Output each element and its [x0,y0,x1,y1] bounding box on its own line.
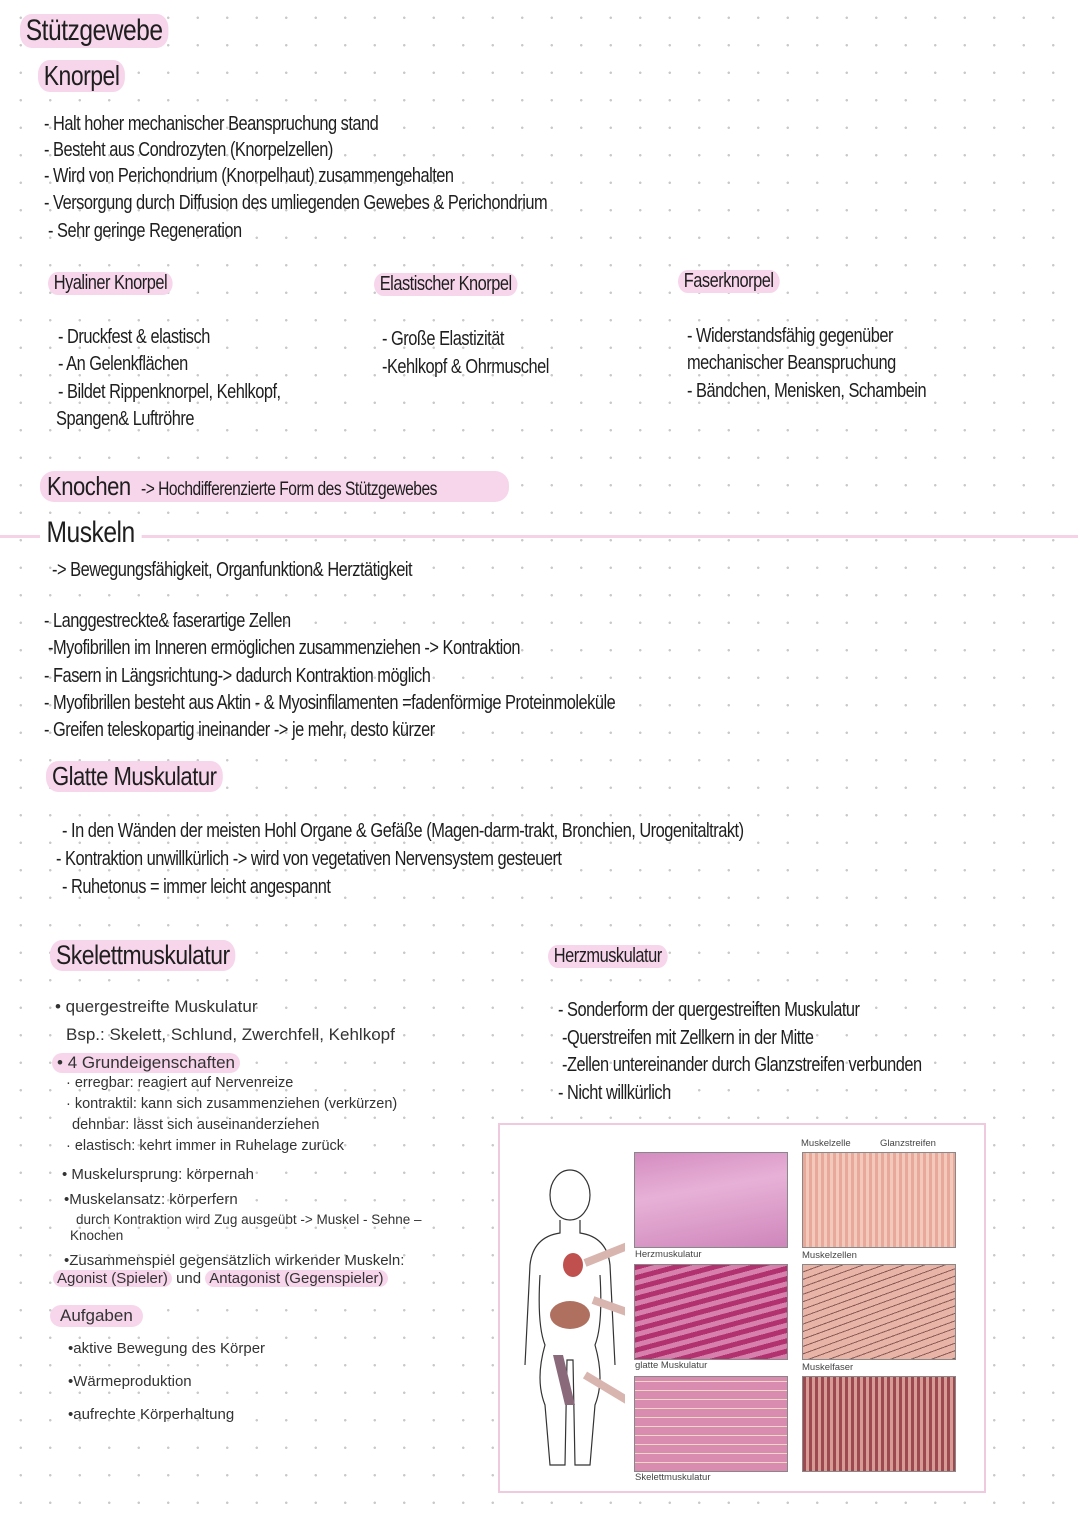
caption-muskelfaser: Muskelfaser [802,1362,854,1373]
hyalin-item: - An Gelenkflächen [58,353,188,375]
skelett-grundeigenschaften: • 4 Grundeigenschaften [52,1053,240,1073]
heading-aufgaben: Aufgaben [50,1305,143,1327]
knochen-text: -> Hochdifferenzierte Form des Stützgewebes [141,479,438,500]
herz-histology-image [634,1152,788,1248]
muskeln-intro: -> Bewegungsfähigkeit, Organfunktion& Herztätigkeit [52,559,413,581]
skelett-zusammenspiel: •Zusammenspiel gegensätzlich wirkender Muskeln: [64,1252,405,1269]
herz-cell-drawing [802,1152,956,1248]
glatt-histology-image [634,1264,788,1360]
title-stuetzgewebe: Stützgewebe [20,14,168,48]
heading-faserknorpel: Faserknorpel [678,270,779,293]
caption-glanzstreifen: Glanzstreifen [880,1138,936,1149]
skelett-line: • quergestreifte Muskulatur [55,997,258,1016]
aufgabe-item: •aktive Bewegung des Körper [68,1340,266,1357]
caption-glatt: glatte Muskulatur [635,1360,708,1371]
heading-knochen: Knochen [47,471,131,501]
muscle-figure [498,1123,986,1493]
muskeln-item: -Myofibrillen im Inneren ermöglichen zusammenziehen -> Kontraktion [48,637,521,659]
caption-muskelzellen: Muskelzellen [802,1250,857,1261]
heading-muskeln: Muskeln [40,516,141,550]
hyalin-item: - Druckfest & elastisch [58,326,210,348]
heart-icon [563,1253,583,1277]
faser-item: - Bändchen, Menisken, Schambein [687,380,927,402]
skelett-prop: dehnbar: lässt sich auseinanderziehen [72,1117,320,1133]
faser-item: mechanischer Beanspruchung [687,352,896,374]
herz-item: - Nicht willkürlich [558,1082,671,1104]
hyalin-item: - Bildet Rippenknorpel, Kehlkopf, [58,381,281,403]
glatte-item: - Kontraktion unwillkürlich -> wird von vegetativen Nervensystem gesteuert [56,848,562,870]
muskeln-item: - Langgestreckte& faserartige Zellen [44,610,291,632]
knorpel-item: - Versorgung durch Diffusion des umliegenden Gewebes & Perichondrium [44,192,548,214]
glatte-item: - In den Wänden der meisten Hohl Organe & Gefäße (Magen-darm-trakt, Bronchien, Urogenitaltrakt) [62,820,744,842]
faser-item: - Widerstandsfähig gegenüber [687,325,893,347]
skelett-histology-image [634,1376,788,1472]
glatte-item: - Ruhetonus = immer leicht angespannt [62,876,331,898]
aufgabe-item: •aufrechte Körperhaltung [68,1406,235,1423]
knorpel-item: - Halt hoher mechanischer Beanspruchung stand [44,113,379,135]
und: und [176,1270,202,1287]
skelett-prop: · kontraktil: kann sich zusammenziehen (verkürzen) [66,1096,398,1112]
hyalin-item: Spangen& Luftröhre [56,408,194,430]
heading-hyaliner-knorpel: Hyaliner Knorpel [48,272,173,295]
skelett-prop: · elastisch: kehrt immer in Ruhelage zurück [66,1138,345,1154]
muskeln-item: - Fasern in Längsrichtung-> dadurch Kontraktion möglich [44,665,431,687]
skelett-fiber-drawing [802,1376,956,1472]
grundeigenschaften-label: 4 Grundeigenschaften [67,1053,235,1072]
caption-herz: Herzmuskulatur [635,1249,702,1260]
body-outline-illustration [515,1165,625,1475]
knorpel-item: - Besteht aus Condrozyten (Knorpelzellen) [44,139,333,161]
glatt-cell-drawing [802,1264,956,1360]
agonist: Agonist (Spieler) [53,1270,172,1287]
knorpel-item: - Wird von Perichondrium (Knorpelhaut) zusammengehalten [44,165,454,187]
knochen-line [40,471,509,502]
skelett-line: Bsp.: Skelett, Schlund, Zwerchfell, Kehlkopf [66,1025,395,1044]
skelett-ansatz-detail: Knochen [70,1228,124,1243]
caption-skelett: Skelettmuskulatur [635,1472,711,1483]
elastisch-item: - Große Elastizität [382,328,504,350]
aufgabe-item: •Wärmeproduktion [68,1373,192,1390]
heading-knorpel: Knorpel [38,60,125,92]
herz-item: -Querstreifen mit Zellkern in der Mitte [562,1027,814,1049]
knorpel-item: - Sehr geringe Regeneration [48,220,242,242]
skelett-ursprung: • Muskelursprung: körpernah [62,1166,255,1183]
skelett-prop: · erregbar: reagiert auf Nervenreize [66,1075,294,1091]
herz-item: - Sonderform der quergestreiften Muskulatur [558,999,860,1021]
heading-glatte-muskulatur: Glatte Muskulatur [46,761,222,792]
muskeln-item: - Myofibrillen besteht aus Aktin - & Myosinfilamenten =fadenförmige Proteinmoleküle [44,692,616,714]
heading-elastischer-knorpel: Elastischer Knorpel [374,273,517,296]
agonist-line [53,1270,388,1287]
elastisch-item: -Kehlkopf & Ohrmuschel [382,356,549,378]
skelett-ansatz: •Muskelansatz: körperfern [64,1191,238,1208]
heading-herzmuskulatur: Herzmuskulatur [548,945,667,968]
skelett-ansatz-detail: durch Kontraktion wird Zug ausgeübt -> Muskel - Sehne – [76,1212,422,1227]
caption-muskelzelle: Muskelzelle [801,1138,851,1149]
heading-skelettmuskulatur: Skelettmuskulatur [50,940,236,971]
muskeln-item: - Greifen teleskopartig ineinander -> je mehr, desto kürzer [44,719,435,741]
herz-item: -Zellen untereinander durch Glanzstreifen verbunden [562,1054,922,1076]
antagonist: Antagonist (Gegenspieler) [205,1270,387,1287]
section-divider [0,535,1078,538]
